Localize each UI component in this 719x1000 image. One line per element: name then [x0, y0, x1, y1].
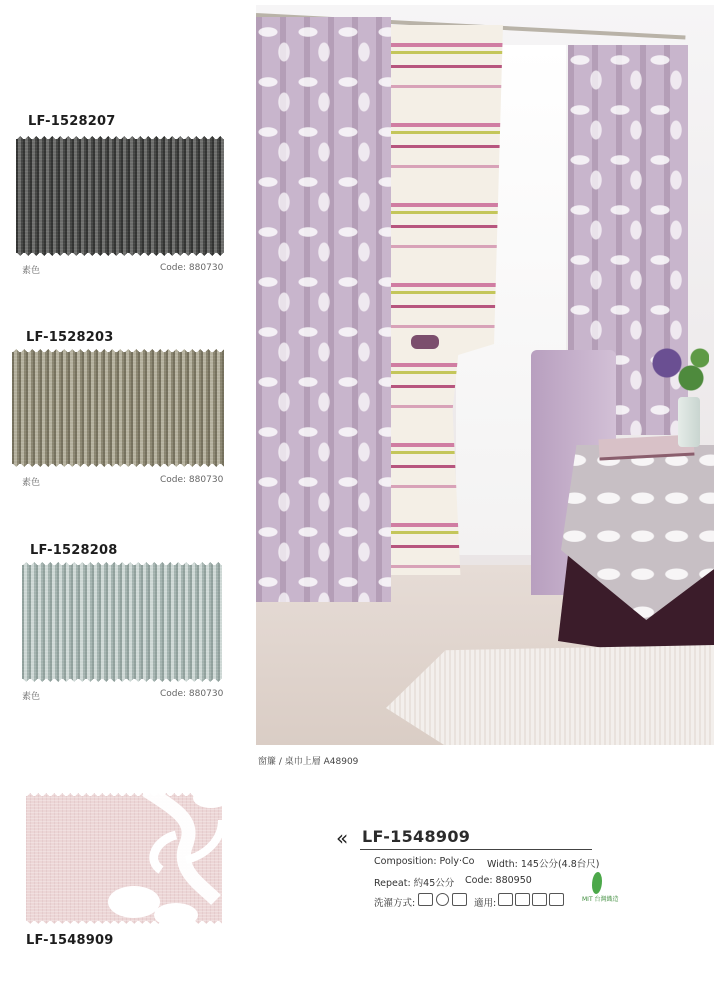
curtain-tieback — [411, 335, 439, 349]
swatch-3-sku: LF-1528208 — [30, 543, 118, 558]
mit-text: MIT — [582, 896, 593, 903]
drape-icon — [515, 893, 530, 906]
swatch-4-sku: LF-1548909 — [26, 933, 114, 948]
pillow-icon — [532, 893, 547, 906]
care-icons — [418, 893, 467, 906]
swatch-1-code: Code: 880730 — [160, 263, 224, 273]
mit-label — [582, 894, 619, 903]
vase — [678, 397, 700, 447]
vine-pattern-graphic — [26, 790, 222, 927]
composition: Composition: Poly‧Co — [374, 856, 475, 867]
swatch-1-color-label: 素色 — [22, 266, 41, 276]
mit-subtext: 台灣織造 — [594, 896, 619, 903]
use-icons — [498, 893, 564, 906]
flowers — [649, 343, 709, 393]
item-code: Code: 880950 — [465, 875, 532, 886]
swatch-3-fabric — [22, 559, 222, 685]
swatch-3-code: Code: 880730 — [160, 689, 224, 699]
photo-caption: 窗簾 / 桌巾上層 A48909 — [258, 757, 359, 767]
swatch-1-sku: LF-1528207 — [28, 114, 116, 129]
mit-badge — [582, 872, 619, 908]
product-code: LF-1548909 — [362, 827, 471, 846]
divider — [360, 849, 592, 850]
swatch-2-color-label: 素色 — [22, 478, 41, 488]
care-label: 洗濯方式: — [374, 898, 416, 909]
curtain-icon — [498, 893, 513, 906]
table-icon — [549, 893, 564, 906]
swatch-2-code: Code: 880730 — [160, 475, 224, 485]
p-dryclean-icon — [436, 893, 449, 906]
swatch-2-fabric — [12, 346, 224, 470]
swatch-2-sku: LF-1528203 — [26, 330, 114, 345]
room-photo — [256, 5, 714, 745]
iron-icon — [452, 893, 467, 906]
swatch-1-fabric — [16, 133, 224, 259]
wash-icon — [418, 893, 433, 906]
swatch-4-fabric — [26, 790, 222, 927]
curtain-left — [256, 17, 391, 602]
swatch-3-color-label: 素色 — [22, 692, 41, 702]
taiwan-leaf-icon — [592, 872, 602, 894]
width: Width: 145公分(4.8台尺) — [487, 859, 600, 870]
double-chevron-left-icon: « — [336, 826, 349, 850]
repeat: Repeat: 約45公分 — [374, 878, 455, 889]
use-label: 適用: — [474, 898, 497, 909]
